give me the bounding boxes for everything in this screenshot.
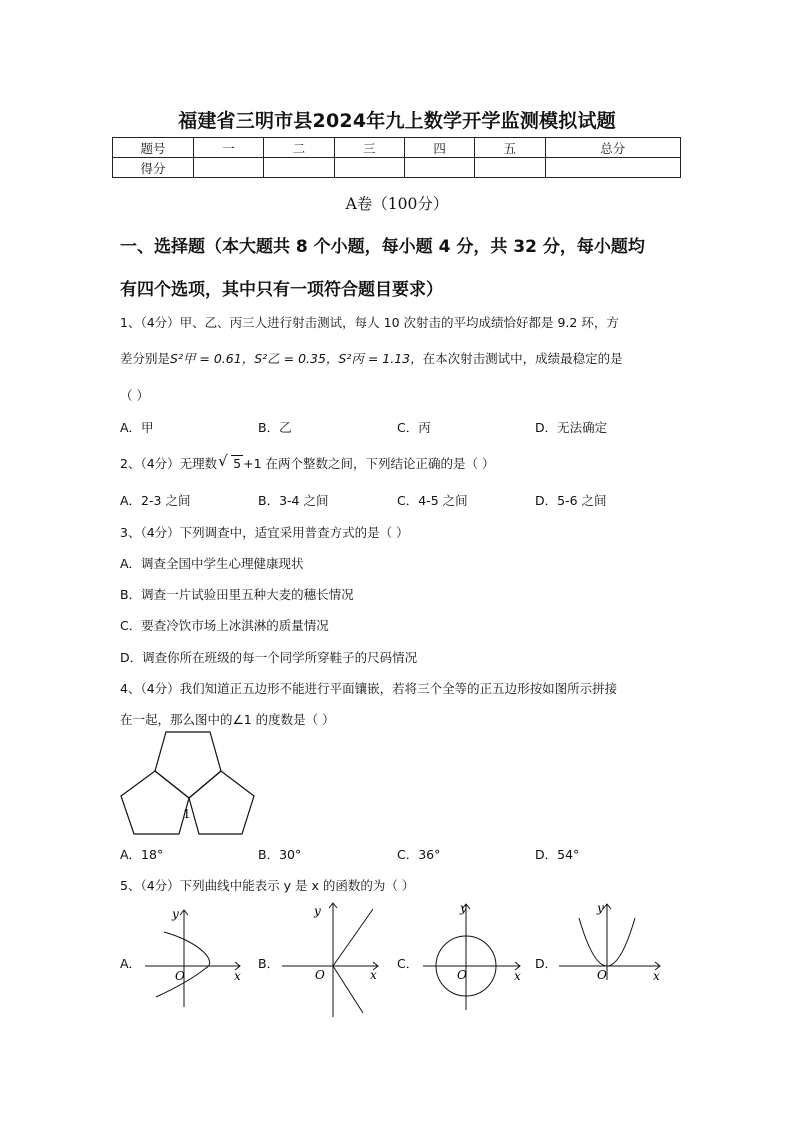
q4-option-d: D．54° [535,847,580,862]
score-cell [545,158,680,178]
q5-option-d-label: D． [535,956,558,971]
q2-option-c: C．4-5 之间 [397,493,468,508]
q5-graph-a [140,902,250,1012]
q4-option-b: B．30° [258,847,302,862]
q3-option-b: B．调查一片试验田里五种大麦的穗长情况 [120,587,354,602]
origin-label: O [315,968,325,982]
q1-option-c: C．丙 [397,420,431,435]
y-axis-label: y [597,901,604,915]
y-axis-label: y [460,901,467,915]
q1-stem-line1: 1、（4分）甲、乙、丙三人进行射击测试，每人 10 次射击的平均成绩恰好都是 9.2 环，方 [120,315,619,330]
score-table [112,137,681,178]
exam-title: 福建省三明市县2024年九上数学开学监测模拟试题 [178,110,616,132]
q2-option-d: D．5-6 之间 [535,493,607,508]
q2-sqrt [218,452,243,471]
score-cell [334,158,404,178]
left-pentagon [121,771,189,834]
y-axis-label: y [172,907,179,921]
score-cell [475,158,545,178]
q1-option-a: A．甲 [120,420,154,435]
q4-stem-line2: 在一起，那么图中的∠1 的度数是（ ） [120,712,335,727]
origin-label: O [175,969,185,983]
q1-paren: （ ） [120,388,149,403]
radical-sign-icon: √ [218,452,228,470]
score-header-cell: 一 [194,138,264,158]
q1-text-pre: 差分别是 [120,351,171,366]
score-cell [404,158,474,178]
section-a-heading: A卷（100分） [345,195,449,213]
top-pentagon [155,732,221,798]
q5-option-c-label: C． [397,956,419,971]
q4-stem-line1: 4、（4分）我们知道正五边形不能进行平面镶嵌，若将三个全等的正五边形按如图所示拼接 [120,681,618,696]
q2-option-b: B．3-4 之间 [258,493,329,508]
score-header-cell: 总分 [545,138,680,158]
q1-variance-yi: S²乙 = 0.35， [254,351,339,366]
q1-option-b: B．乙 [258,420,292,435]
q1-stem-line2 [120,349,623,367]
sideways-parabola [156,932,210,997]
x-axis-label: x [653,969,660,983]
q3-option-d: D．调查你所在班级的每一个同学所穿鞋子的尺码情况 [120,650,418,665]
score-header-cell: 二 [264,138,334,158]
score-table-score-row [113,158,681,178]
q2-text-post: +1 在两个整数之间，下列结论正确的是（ ） [243,456,495,471]
origin-label: O [597,968,607,982]
angle-1-label: 1 [183,807,191,821]
q1-option-d: D．无法确定 [535,420,608,435]
x-axis-label: x [370,968,377,982]
q3-stem: 3、（4分）下列调查中，适宜采用普查方式的是（ ） [120,525,409,540]
q1-text-post: 在本次射击测试中，成绩最稳定的是 [422,351,623,366]
q1-variance-bing: S²丙 = 1.13， [338,351,423,366]
upward-ray [333,909,373,966]
q2-option-a: A．2-3 之间 [120,493,191,508]
q5-graph-b [278,895,388,1020]
x-axis-label: x [514,969,521,983]
q4-option-c: C．36° [397,847,441,862]
score-table-header-row [113,138,681,158]
q4-option-a: A．18° [120,847,164,862]
q5-graph-d [555,898,667,983]
q5-stem: 5、（4分）下列曲线中能表示 y 是 x 的函数的为（ ） [120,878,415,893]
part1-heading-line1: 一、选择题（本大题共 8 个小题，每小题 4 分，共 32 分，每小题均 [120,237,645,257]
q1-variance-jia: S²甲 = 0.61， [170,351,255,366]
x-axis-label: x [234,969,241,983]
q2-stem [120,454,494,472]
downward-ray [333,966,363,1013]
origin-label: O [457,968,467,982]
q4-pentagon-figure [115,727,260,839]
q2-radicand: 5 [233,456,242,471]
score-header-cell: 题号 [113,138,194,158]
score-cell [264,158,334,178]
q2-text-pre: 2、（4分）无理数 [120,456,218,471]
score-header-cell: 五 [475,138,545,158]
q5-graph-c [418,898,528,1013]
y-axis-label: y [314,904,321,918]
score-cell [194,158,264,178]
q5-option-b-label: B． [258,956,280,971]
score-header-cell: 三 [334,138,404,158]
score-header-cell: 四 [404,138,474,158]
score-row-label: 得分 [113,158,194,178]
q3-option-a: A．调查全国中学生心理健康现状 [120,556,304,571]
q5-option-a-label: A． [120,956,142,971]
q3-option-c: C．要查冷饮市场上冰淇淋的质量情况 [120,618,329,633]
right-pentagon [189,771,254,834]
part1-heading-line2: 有四个选项，其中只有一项符合题目要求） [120,280,443,300]
